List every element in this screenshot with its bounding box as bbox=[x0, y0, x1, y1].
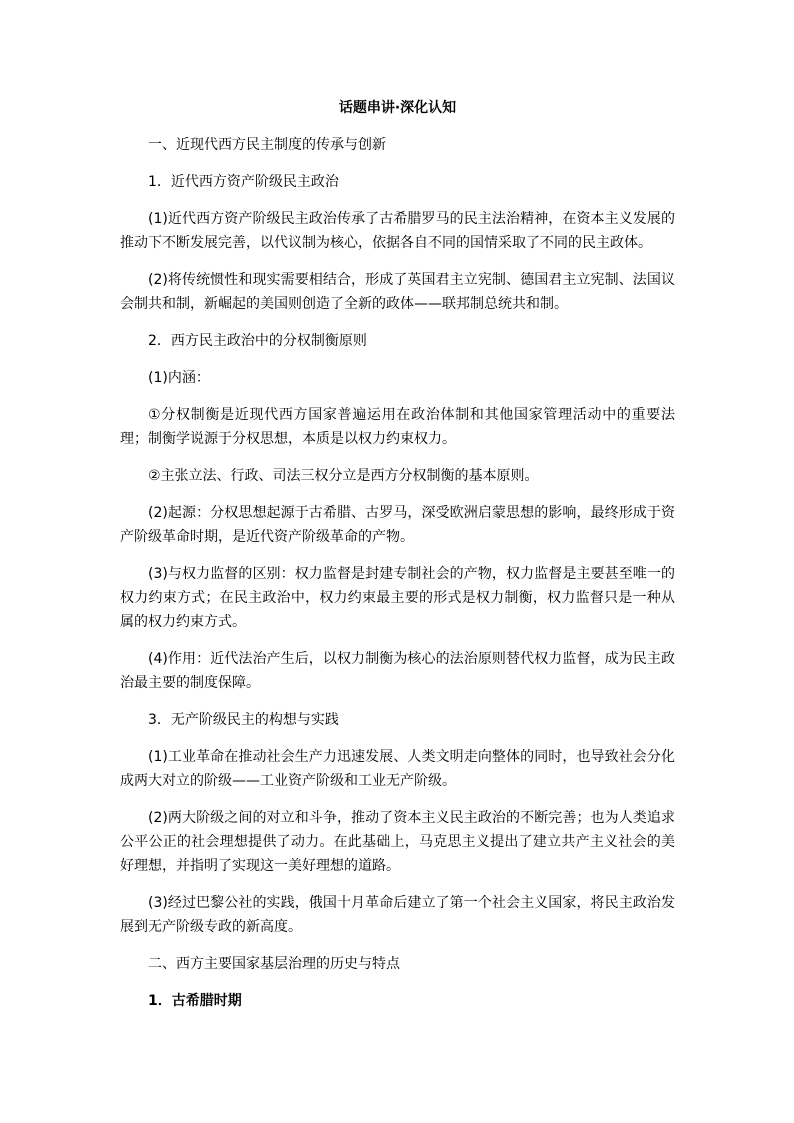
subsection-heading-2-1: 1．古希腊时期 bbox=[148, 993, 242, 1009]
section-heading-2: 二、西方主要国家基层治理的历史与特点 bbox=[148, 956, 400, 972]
paragraph: (2)两大阶级之间的对立和斗争，推动了资本主义民主政治的不断完善；也为人类追求公平公正的社会理想提供了动力。在此基础上，马克思主义提出了建立共产主义社会的美好理想，并指明了实现这一美好理想的道路。 bbox=[120, 810, 675, 874]
paragraph: (4)作用：近代法治产生后，以权力制衡为核心的法治原则替代权力监督，成为民主政治最主要的制度保障。 bbox=[120, 651, 675, 691]
paragraph: (2)起源：分权思想起源于古希腊、古罗马，深受欧洲启蒙思想的影响，最终形成于资产阶级革命时期，是近代资产阶级革命的产物。 bbox=[120, 505, 675, 545]
subsection-heading-1-3: 3．无产阶级民主的构想与实践 bbox=[148, 712, 339, 728]
paragraph: ②主张立法、行政、司法三权分立是西方分权制衡的基本原则。 bbox=[148, 468, 539, 484]
paragraph: (2)将传统惯性和现实需要相结合，形成了英国君主立宪制、德国君主立宪制、法国议会制共和制，新崛起的美国则创造了全新的政体——联邦制总统共和制。 bbox=[120, 272, 675, 312]
subsection-heading-1-2: 2．西方民主政治中的分权制衡原则 bbox=[148, 333, 367, 349]
subsection-heading-1-1: 1．近代西方资产阶级民主政治 bbox=[148, 174, 339, 190]
paragraph: (1)内涵： bbox=[148, 370, 210, 386]
document-page bbox=[120, 96, 675, 1026]
page-title: 话题串讲·深化认知 bbox=[338, 100, 457, 116]
paragraph: ①分权制衡是近现代西方国家普遍运用在政治体制和其他国家管理活动中的重要法理；制衡学说源于分权思想，本质是以权力约束权力。 bbox=[120, 407, 675, 447]
paragraph: (1)工业革命在推动社会生产力迅速发展、人类文明走向整体的同时，也导致社会分化成两大对立的阶级——工业资产阶级和工业无产阶级。 bbox=[120, 749, 675, 789]
paragraph: (3)与权力监督的区别：权力监督是封建专制社会的产物，权力监督是主要甚至唯一的权力约束方式；在民主政治中，权力约束最主要的形式是权力制衡，权力监督只是一种从属的权力约束方式。 bbox=[120, 566, 675, 630]
section-heading-1: 一、近现代西方民主制度的传承与创新 bbox=[148, 137, 386, 153]
paragraph: (3)经过巴黎公社的实践，俄国十月革命后建立了第一个社会主义国家，将民主政治发展到无产阶级专政的新高度。 bbox=[120, 895, 675, 935]
paragraph: (1)近代西方资产阶级民主政治传承了古希腊罗马的民主法治精神，在资本主义发展的推动下不断发展完善，以代议制为核心，依据各自不同的国情采取了不同的民主政体。 bbox=[120, 211, 675, 251]
